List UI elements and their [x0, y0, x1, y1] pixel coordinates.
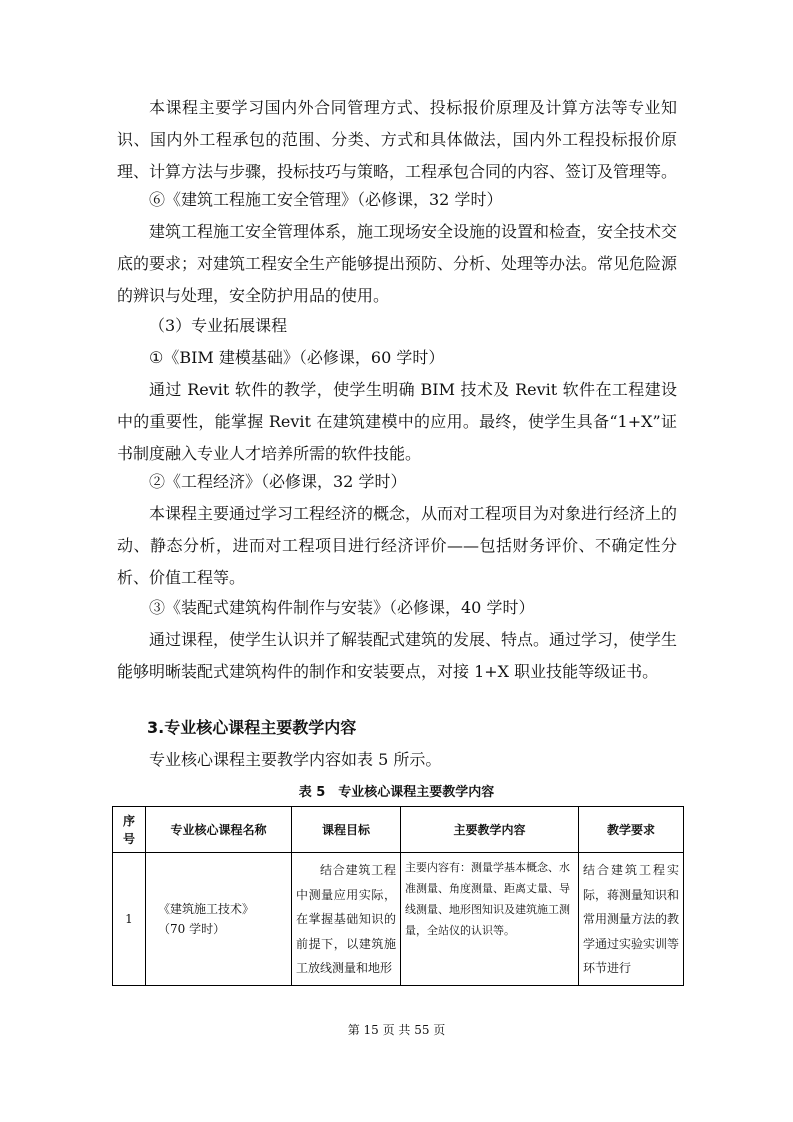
course-heading-prefab: ③《装配式建筑构件制作与安装》（必修课，40 学时）	[149, 598, 535, 617]
row-teaching-requirement	[579, 853, 684, 986]
paragraph-bim-course: 通过 Revit 软件的教学，使学生明确 BIM 技术及 Revit 软件在工程建设中的重要性，能掌握 Revit 在建筑建模中的应用。最终，使学生具备“1+X”证书制度融入专业人才培养所需的软件技能。	[117, 380, 677, 463]
core-course-table	[112, 806, 684, 986]
header-teaching-requirement: 教学要求	[579, 807, 684, 853]
table-header-row	[113, 807, 684, 853]
row-main-content: 主要内容有：测量学基本概念、水准测量、角度测量、距离丈量、导线测量、地形图知识及建筑施工测量，全站仪的认识等。	[401, 853, 579, 986]
paragraph-prefab-course: 通过课程，使学生认识并了解装配式建筑的发展、特点。通过学习，使学生能够明晰装配式建筑构件的制作和安装要点，对接 1+X 职业技能等级证书。	[117, 630, 678, 681]
table-caption: 表 5 专业核心课程主要教学内容	[298, 785, 495, 800]
section-intro: 专业核心课程主要教学内容如表 5 所示。	[149, 750, 442, 769]
course-heading-safety: ⑥《建筑工程施工安全管理》（必修课，32 学时）	[149, 190, 503, 209]
row-teaching-requirement-text: 结合建筑工程实际，蒋测量知识和常用测量方法的教学通过实验实训等环节进行	[583, 863, 679, 975]
section-title: 3.专业核心课程主要教学内容	[147, 718, 357, 737]
course-heading-economics: ②《工程经济》（必修课，32 学时）	[149, 472, 407, 491]
header-course-name: 专业核心课程名称	[146, 807, 292, 853]
row-course-goal-text: 结合建筑工程中测量应用实际，在掌握基础知识的前提下，以建筑施工放线测量和地形	[296, 863, 396, 975]
paragraph-contract-course: 本课程主要学习国内外合同管理方式、投标报价原理及计算方法等专业知识、国内外工程承包的范围、分类、方式和具体做法，国内外工程投标报价原理、计算方法与步骤，投标技巧与策略，工程承包合同的内容、签订及管理等。	[117, 98, 678, 181]
header-number-line1: 序	[122, 813, 135, 828]
row-course-name	[146, 853, 292, 986]
subsection-heading-extension: （3）专业拓展课程	[149, 316, 288, 335]
header-course-goal: 课程目标	[292, 807, 401, 853]
header-number	[113, 807, 146, 853]
header-number-line2: 号	[122, 831, 135, 846]
header-main-content: 主要教学内容	[401, 807, 579, 853]
page-footer: 第 15 页 共 55 页	[347, 1023, 446, 1037]
row-course-title: 《建筑施工技术》	[158, 902, 255, 916]
course-heading-bim: ①《BIM 建模基础》（必修课，60 学时）	[149, 348, 445, 367]
table-row	[113, 853, 684, 986]
paragraph-economics-course: 本课程主要通过学习工程经济的概念，从而对工程项目为对象进行经济上的动、静态分析，进而对工程项目进行经济评价——包括财务评价、不确定性分析、价值工程等。	[117, 504, 678, 587]
row-course-goal	[292, 853, 401, 986]
paragraph-safety-course: 建筑工程施工安全管理体系，施工现场安全设施的设置和检查，安全技术交底的要求；对建筑工程安全生产能够提出预防、分析、处理等办法。常见危险源的辨识与处理，安全防护用品的使用。	[117, 222, 678, 305]
row-number: 1	[113, 853, 146, 986]
row-course-hours: （70 学时）	[158, 922, 226, 936]
